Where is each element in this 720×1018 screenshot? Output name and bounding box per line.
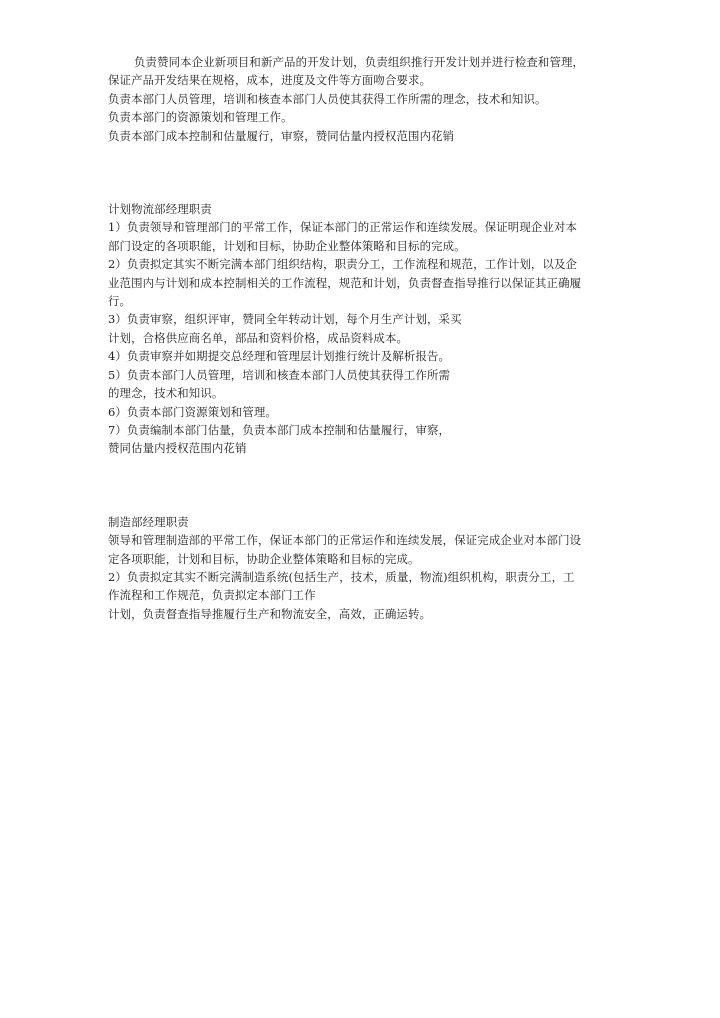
planning-line: 2）负责拟定其实不断完满本部门组织结构，职责分工，工作流程和规范，工作计划，以及企 — [108, 257, 578, 272]
intro-line: 负责赞同本企业新项目和新产品的开发计划，负责组织推行开发计划并进行检查和管理， — [134, 55, 585, 69]
manufacturing-line: 领导和管理制造部的平常工作，保证本部门的正常运作和连续发展，保证完成企业对本部门设 — [108, 533, 582, 548]
document-body — [108, 53, 668, 623]
planning-line: 6）负责本部门资源策划和管理。 — [108, 404, 277, 419]
planning-section — [108, 200, 668, 458]
manufacturing-line: 定各项职能，计划和目标，协助企业整体策略和目标的完成。 — [108, 551, 420, 566]
planning-line: 5）负责本部门人员管理，培训和核查本部门人员使其获得工作所需 — [108, 367, 451, 382]
planning-line: 4）负责审察并如期提交总经理和管理层计划推行统计及解析报告。 — [108, 349, 451, 364]
planning-line: 3）负责审察，组织评审，赞同全年转动计划，每个月生产计划，采买 — [108, 312, 462, 327]
intro-line: 负责本部门人员管理，培训和核查本部门人员使其获得工作所需的理念，技术和知识。 — [108, 91, 547, 106]
planning-line: 赞同估量内授权范围内花销 — [108, 441, 247, 456]
planning-line: 行。 — [108, 294, 132, 309]
section-spacer — [108, 145, 668, 200]
planning-line: 业范围内与计划和成本控制相关的工作流程，规范和计划，负责督查指导推行以保证其正确履 — [108, 275, 582, 290]
planning-section-title: 计划物流部经理职责 — [108, 202, 212, 217]
planning-line: 1）负责领导和管理部门的平常工作，保证本部门的正常运作和连续发展。保证明现企业对本 — [108, 220, 578, 235]
intro-line: 负责本部门的资源策划和管理工作。 — [108, 110, 293, 125]
manufacturing-section — [108, 513, 668, 623]
intro-line: 负责本部门成本控制和估量履行，审察，赞同估量内授权范围内花销 — [108, 128, 455, 143]
planning-line: 7）负责编制本部门估量，负责本部门成本控制和估量履行，审察， — [108, 422, 451, 437]
section-spacer — [108, 458, 668, 513]
manufacturing-line: 计划，负责督查指导推履行生产和物流安全，高效，正确运转。 — [108, 606, 432, 621]
manufacturing-line: 2）负责拟定其实不断完满制造系统(包括生产，技术，质量，物流)组织机构，职责分工，工 — [108, 569, 575, 584]
intro-line: 保证产品开发结果在规格，成本，进度及文件等方面吻合要求。 — [108, 73, 432, 88]
intro-section — [108, 53, 668, 145]
manufacturing-section-title: 制造部经理职责 — [108, 514, 189, 529]
planning-line: 部门设定的各项职能，计划和目标，协助企业整体策略和目标的完成。 — [108, 238, 466, 253]
planning-line: 计划，合格供应商名单，部品和资料价格，成品资料成本。 — [108, 330, 409, 345]
manufacturing-line: 作流程和工作规范，负责拟定本部门工作 — [108, 588, 316, 603]
planning-line: 的理念，技术和知识。 — [108, 386, 224, 401]
